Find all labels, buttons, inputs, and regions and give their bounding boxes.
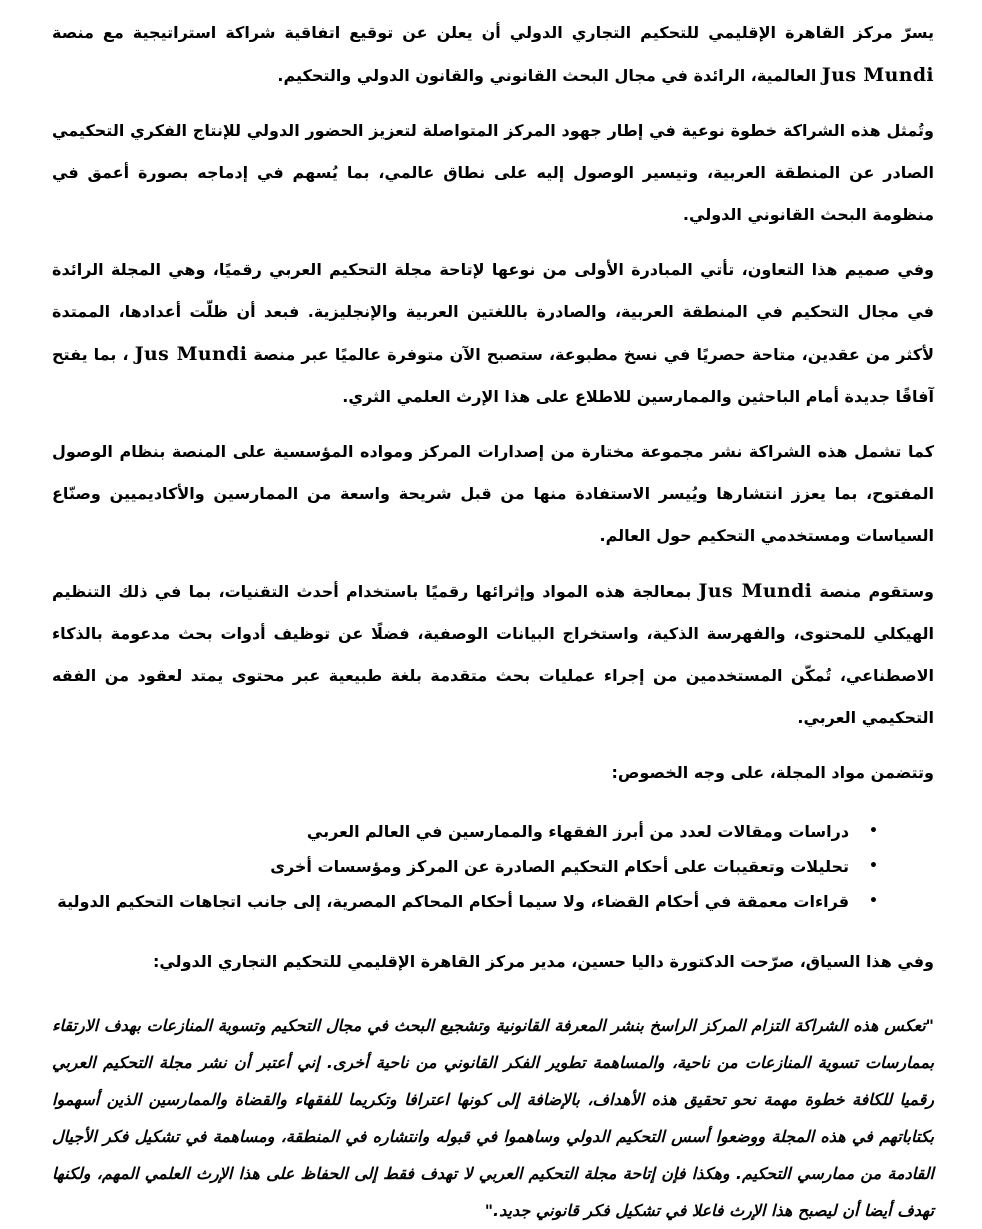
list-item [52,814,878,849]
bullet-icon: • [869,858,878,874]
paragraph-announcement [52,12,934,97]
jus-mundi-brand: Jus Mundi [821,64,934,86]
text-run: وفي صميم هذا التعاون، تأتي المبادرة الأولى من نوعها لإتاحة مجلة التحكيم العربي رقميًا، وهي المجلة الرائدة في مجال التحكيم في المنطقة العربية، والصادرة باللغتين العربية والإنجليزية. فبعد أن ظلّت أعدادها، الممتدة لأكثر من عقدين، متاحة حصريًا في نسخ مطبوعة، ستصبح الآن متوفرة عالميًا عبر منصة [52,260,934,364]
text-run: وستقوم منصة [812,582,935,601]
list-item-text: دراسات ومقالات لعدد من أبرز الفقهاء والممارسين في العالم العربي [306,822,850,841]
journal-contents-intro: وتتضمن مواد المجلة، على وجه الخصوص: [611,763,934,782]
text-run: يسرّ مركز القاهرة الإقليمي للتحكيم التجاري الدولي أن يعلن عن توقيع اتفاقية شراكة استراتيجية مع منصة [52,23,934,42]
journal-contents-list [52,814,934,919]
bullet-icon: • [869,893,878,909]
paragraph-journal-initiative [52,249,934,418]
paragraph-digital-processing [52,570,934,739]
text-run: كما تشمل هذه الشراكة نشر مجموعة مختارة من إصدارات المركز ومواده المؤسسية على المنصة بنظام الوصول المفتوح، بما يعزز انتشارها ويُيسر الاستفادة منها من قبل شريحة واسعة من الممارسين والأكاديميين وصنّاع السياسات ومستخدمي التحكيم حول العالم. [52,442,934,545]
director-statement-intro: وفي هذا السياق، صرّحت الدكتورة داليا حسين، مدير مركز القاهرة الإقليمي للتحكيم التجاري الدولي: [152,952,934,971]
paragraph-open-access-publications [52,431,934,557]
jus-mundi-brand: Jus Mundi [134,343,248,365]
text-run: ، بما يفتح آفاقًا جديدة أمام الباحثين والممارسين للاطلاع على هذا الإرث العلمي الثري. [52,345,934,406]
list-item [52,884,878,919]
text-run: وتُمثل هذه الشراكة خطوة نوعية في إطار جهود المركز المتواصلة لتعزيز الحضور الدولي للإنتاج الفكري التحكيمي الصادر عن المنطقة العربية، وتيسير الوصول إليه على نطاق عالمي، بما يُسهم في إدماجه بصورة أعمق في منظومة البحث القانوني الدولي. [52,121,934,224]
list-item [52,849,878,884]
text-run: بمعالجة هذه المواد وإثرائها رقميًا باستخدام أحدث التقنيات، بما في ذلك التنظيم الهيكلي للمحتوى، والفهرسة الذكية، واستخراج البيانات الوصفية، فضلًا عن توظيف أدوات بحث مدعومة بالذكاء الاصطناعي، تُمكّن المستخدمين من إجراء عمليات بحث متقدمة بلغة طبيعية عبر محتوى يمتد لعقود من الفقه التحكيمي العربي. [52,582,934,727]
list-item-text: تحليلات وتعقيبات على أحكام التحكيم الصادرة عن المركز ومؤسسات أخرى [270,857,850,876]
jus-mundi-brand: Jus Mundi [698,580,813,602]
paragraph-partnership-significance [52,110,934,236]
director-quote: "تعكس هذه الشراكة التزام المركز الراسخ بنشر المعرفة القانونية وتشجيع البحث في مجال التحكيم وتسوية المنازعات بهدف الارتقاء بممارسات تسوية المنازعات من ناحية، والمساهمة تطوير الفكر القانوني من ناحية أخرى. إني أعتبر أن نشر مجلة التحكيم العربي رقميا للكافة خطوة مهمة نحو تحقيق هذه الأهداف، بالإضافة إلى كونها اعترافا وتكريما للفقهاء والقضاة والممارسين الذين أسهموا بكتاباتهم في هذه المجلة ووضعوا أسس التحكيم الدولي وساهموا في قبوله وانتشاره في المنطقة، ومساهمة في تشكيل فكر الأجيال القادمة من ممارسي التحكيم. وهكذا فإن إتاحة مجلة التحكيم العربي لا تهدف فقط إلى الحفاظ على هذا الإرث العلمي المهم، ولكنها تهدف أيضا أن ليصبح هذا الإرث فاعلا في تشكيل فكر قانوني جديد." [52,1016,934,1220]
list-item-text: قراءات معمقة في أحكام القضاء، ولا سيما أحكام المحاكم المصرية، إلى جانب اتجاهات التحكيم الدولية [57,892,850,911]
bullet-icon: • [869,823,878,839]
text-run: العالمية، الرائدة في مجال البحث القانوني والقانون الدولي والتحكيم. [277,66,822,85]
